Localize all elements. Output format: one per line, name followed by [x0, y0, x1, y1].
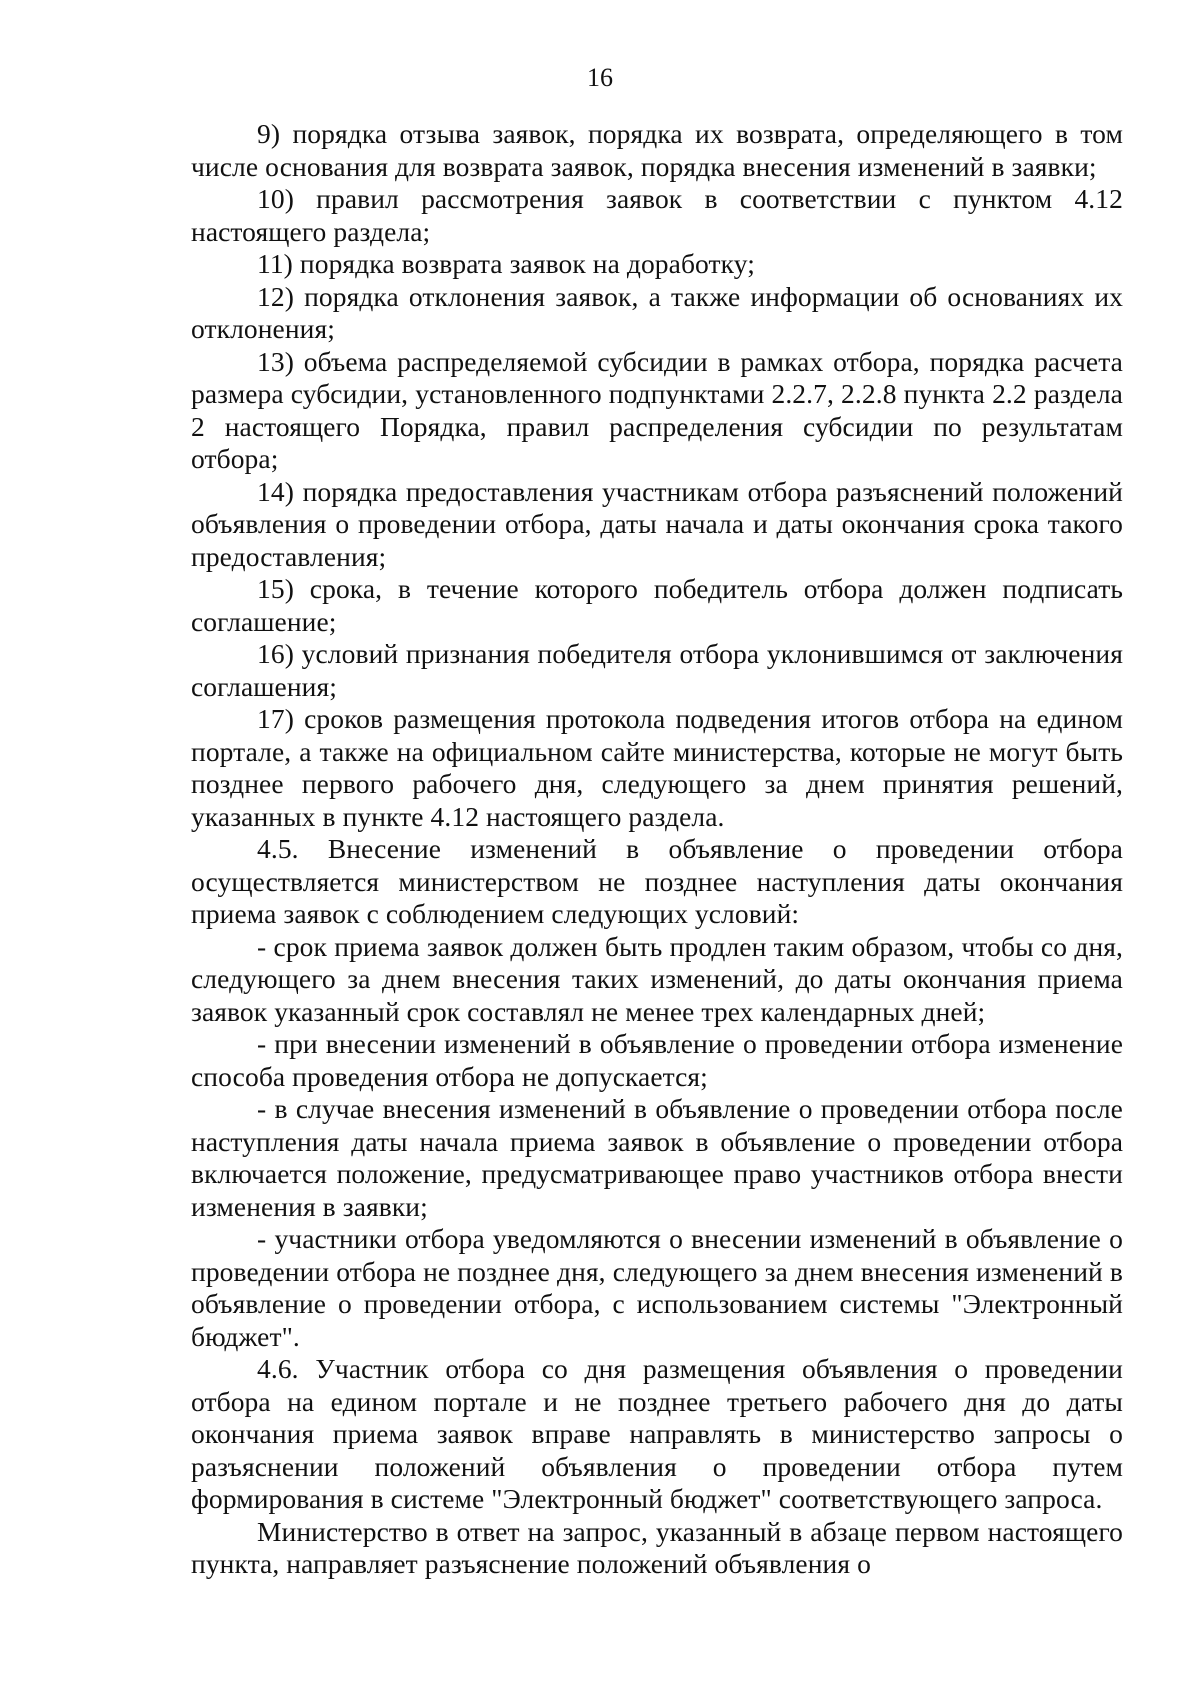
- section-4-6: 4.6. Участник отбора со дня размещения объявления о проведении отбора на едином портале и не позднее третьего рабочего дня до даты окончания приема заявок вправе направлять в министерство запросы о разъяснении положений объявления о проведении отбора путем формирования в системе "Электронный бюджет" соответствующего запроса.: [191, 1353, 1123, 1514]
- paragraph-item-9: 9) порядка отзыва заявок, порядка их возврата, определяющего в том числе основания для возврата заявок, порядка внесения изменений в заявки;: [191, 118, 1123, 182]
- paragraph-item-11: 11) порядка возврата заявок на доработку;: [257, 248, 755, 279]
- paragraph-item-17: 17) сроков размещения протокола подведения итогов отбора на едином портале, а также на официальном сайте министерства, которые не могут быть позднее первого рабочего дня, следующего за днем принятия решений, указанных в пункте 4.12 настоящего раздела.: [191, 703, 1123, 832]
- condition-item-4: - участники отбора уведомляются о внесении изменений в объявление о проведении отбора не позднее дня, следующего за днем внесения изменений в объявление о проведении отбора, с использованием системы "Электронный бюджет".: [191, 1223, 1123, 1352]
- paragraph-item-15: 15) срока, в течение которого победитель отбора должен подписать соглашение;: [191, 573, 1123, 637]
- condition-item-3: - в случае внесения изменений в объявление о проведении отбора после наступления даты начала приема заявок в объявление о проведении отбора включается положение, предусматривающее право участников отбора внести изменения в заявки;: [191, 1093, 1123, 1222]
- page-number: 16: [587, 63, 613, 92]
- ministry-response-paragraph: Министерство в ответ на запрос, указанный в абзаце первом настоящего пункта, направляет разъяснение положений объявления о: [191, 1515, 1123, 1579]
- paragraph-item-13: 13) объема распределяемой субсидии в рамках отбора, порядка расчета размера субсидии, установленного подпунктами 2.2.7, 2.2.8 пункта 2.2 раздела 2 настоящего Порядка, правил распределения субсидии по результатам отбора;: [191, 345, 1123, 474]
- section-4-5: 4.5. Внесение изменений в объявление о проведении отбора осуществляется министерством не позднее наступления даты окончания приема заявок с соблюдением следующих условий:: [191, 833, 1123, 929]
- condition-item-2: - при внесении изменений в объявление о проведении отбора изменение способа проведения отбора не допускается;: [191, 1028, 1123, 1092]
- paragraph-item-10: 10) правил рассмотрения заявок в соответствии с пунктом 4.12 настоящего раздела;: [191, 183, 1123, 247]
- paragraph-item-14: 14) порядка предоставления участникам отбора разъяснений положений объявления о проведении отбора, даты начала и даты окончания срока такого предоставления;: [191, 475, 1123, 572]
- document-body: [191, 118, 1123, 1581]
- condition-item-1: - срок приема заявок должен быть продлен таким образом, чтобы со дня, следующего за днем внесения таких изменений, до даты окончания приема заявок указанный срок составлял не менее трех календарных дней;: [191, 930, 1123, 1027]
- paragraph-item-16: 16) условий признания победителя отбора уклонившимся от заключения соглашения;: [191, 638, 1123, 702]
- paragraph-item-12: 12) порядка отклонения заявок, а также информации об основаниях их отклонения;: [191, 280, 1123, 344]
